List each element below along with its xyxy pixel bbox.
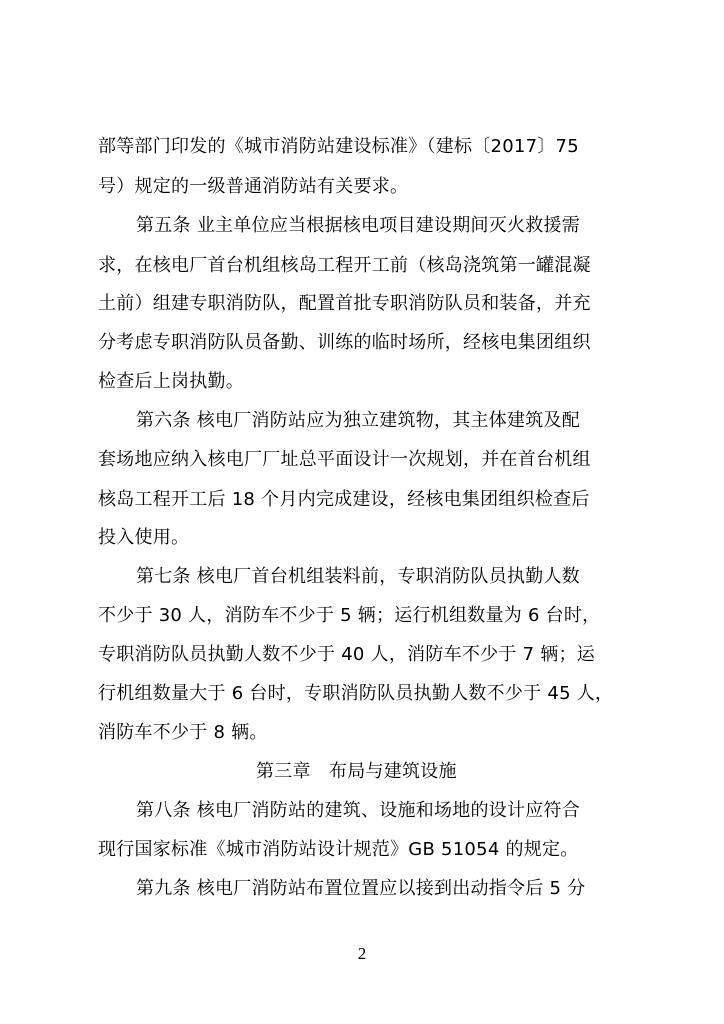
- chapter-heading: 第三章 布局与建筑设施: [256, 761, 457, 782]
- text-line: 第八条 核电厂消防站的建筑、设施和场地的设计应符合: [136, 800, 580, 821]
- text-line: 第七条 核电厂首台机组装料前，专职消防队员执勤人数: [136, 566, 580, 587]
- text-line: 分考虑专职消防队员备勤、训练的临时场所，经核电集团组织: [98, 332, 591, 353]
- text-line: 第九条 核电厂消防站布置位置应以接到出动指令后 5 分: [136, 878, 586, 899]
- text-line: 现行国家标准《城市消防站设计规范》GB 51054 的规定。: [98, 839, 579, 860]
- text-line: 部等部门印发的《城市消防站建设标准》（建标〔2017〕75: [98, 136, 579, 157]
- text-line: 套场地应纳入核电厂厂址总平面设计一次规划，并在首台机组: [98, 449, 591, 470]
- text-line: 检查后上岗执勤。: [98, 371, 244, 392]
- text-line: 专职消防队员执勤人数不少于 40 人，消防车不少于 7 辆；运: [98, 644, 595, 665]
- text-line: 不少于 30 人，消防车不少于 5 辆；运行机组数量为 6 台时，: [98, 605, 601, 626]
- text-line: 投入使用。: [98, 527, 190, 548]
- text-line: 第六条 核电厂消防站应为独立建筑物，其主体建筑及配: [136, 410, 580, 431]
- page-number: 2: [357, 944, 367, 963]
- text-line: 行机组数量大于 6 台时，专职消防队员执勤人数不少于 45 人，: [98, 683, 614, 704]
- text-line: 求，在核电厂首台机组核岛工程开工前（核岛浇筑第一罐混凝: [98, 255, 591, 276]
- text-line: 第五条 业主单位应当根据核电项目建设期间灭火救援需: [136, 215, 580, 236]
- text-line: 土前）组建专职消防队，配置首批专职消防队员和装备，并充: [98, 293, 591, 314]
- text-line: 核岛工程开工后 18 个月内完成建设，经核电集团组织检查后: [98, 489, 590, 510]
- text-line: 号）规定的一级普通消防站有关要求。: [98, 176, 409, 197]
- text-line: 消防车不少于 8 辆。: [98, 722, 268, 743]
